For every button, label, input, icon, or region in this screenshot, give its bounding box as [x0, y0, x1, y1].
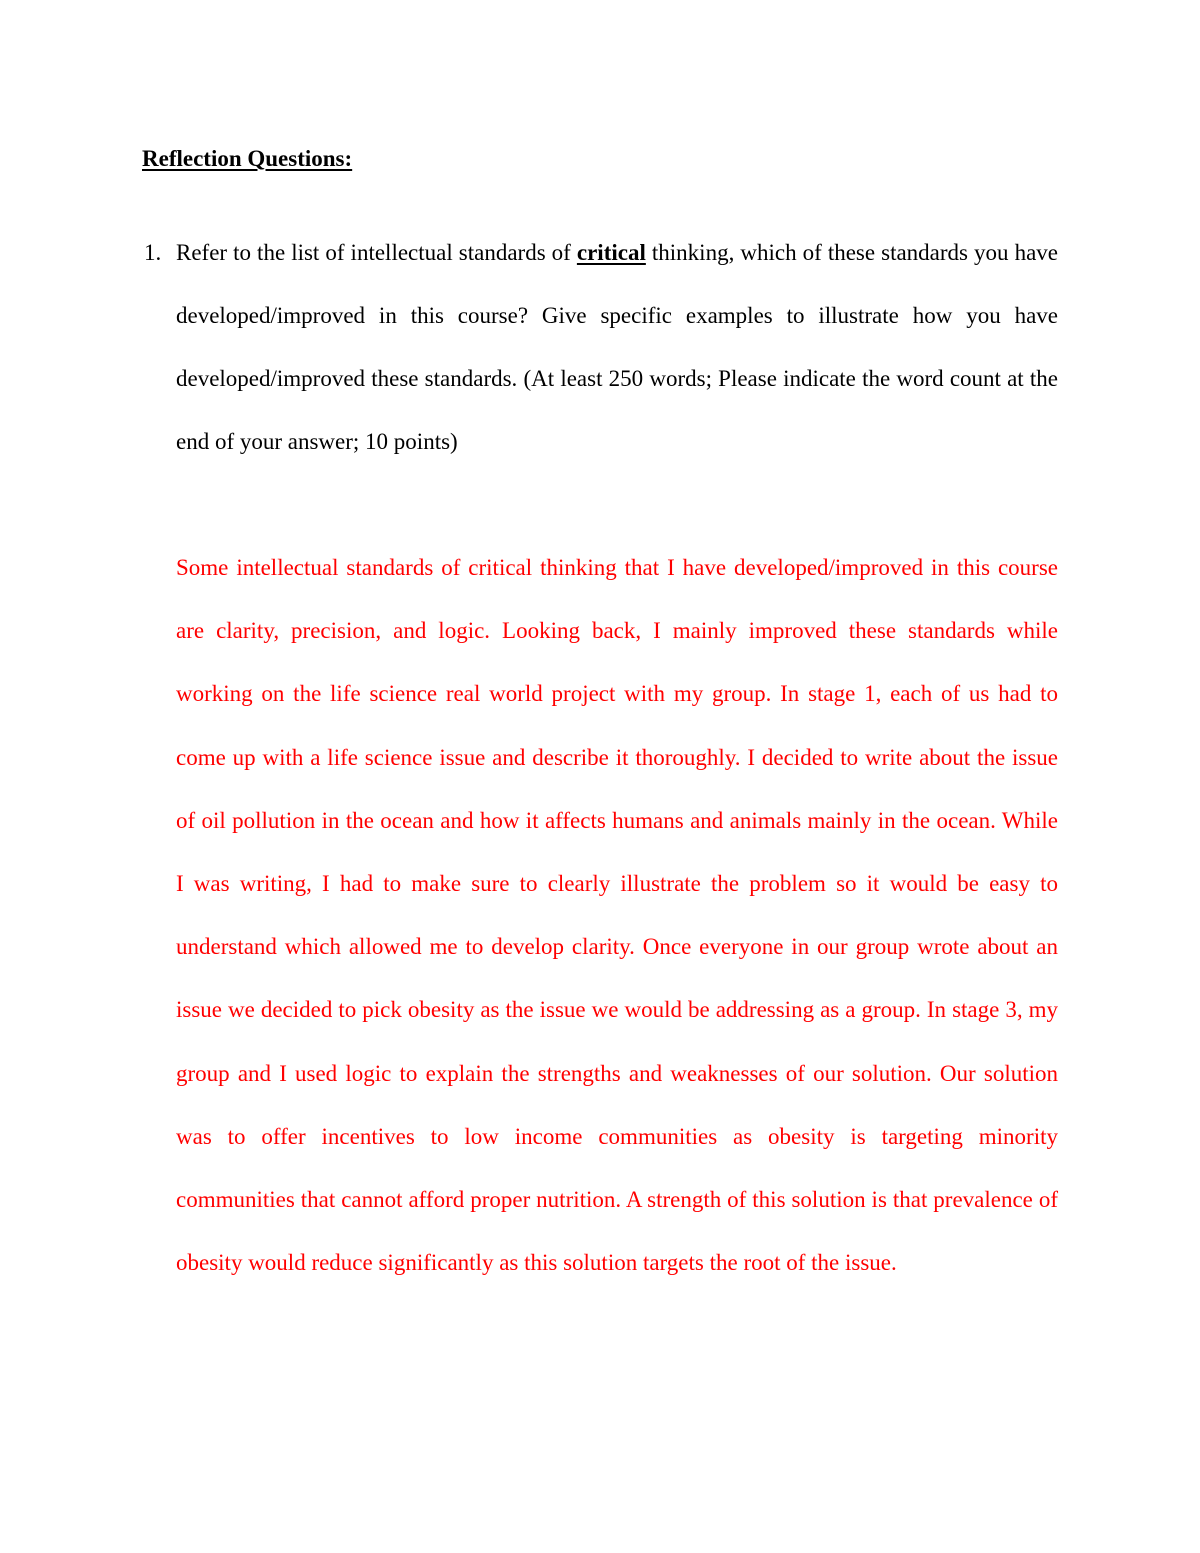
question-number: 1. — [144, 240, 162, 265]
answer-paragraph: Some intellectual standards of critical thinking that I have developed/improved in this course are clarity, precision, and logic. Looking back, I mainly improved these standards while working on the life science real world project with my group. In stage 1, each of us had to come up with a life science issue and describe it thoroughly. I decided to write about the issue of oil pollution in the ocean and how it affects humans and animals mainly in the ocean. While I was writing, I had to make sure to clearly illustrate the problem so it would be easy to understand which allowed me to develop clarity. Once everyone in our group wrote about an issue we decided to pick obesity as the issue we would be addressing as a group. In stage 3, my group and I used logic to explain the strengths and weaknesses of our solution. Our solution was to offer incentives to low income communities as obesity is targeting minority communities that cannot afford proper nutrition. A strength of this solution is that prevalence of obesity would reduce significantly as this solution targets the root of the issue. — [176, 555, 1058, 1276]
question-1 — [144, 221, 1058, 473]
question-emphasis-critical: critical — [576, 240, 646, 265]
reflection-questions-heading: Reflection Questions: — [142, 146, 353, 171]
question-text-after: thinking, which of these standards you have developed/improved in this course? Give specific examples to illustrate how you have developed/improved these standards. (At least 250 words; Please indicate the word count at the end of your answer; 10 points) — [176, 240, 1058, 454]
question-text-before: Refer to the list of intellectual standards of — [176, 240, 577, 265]
